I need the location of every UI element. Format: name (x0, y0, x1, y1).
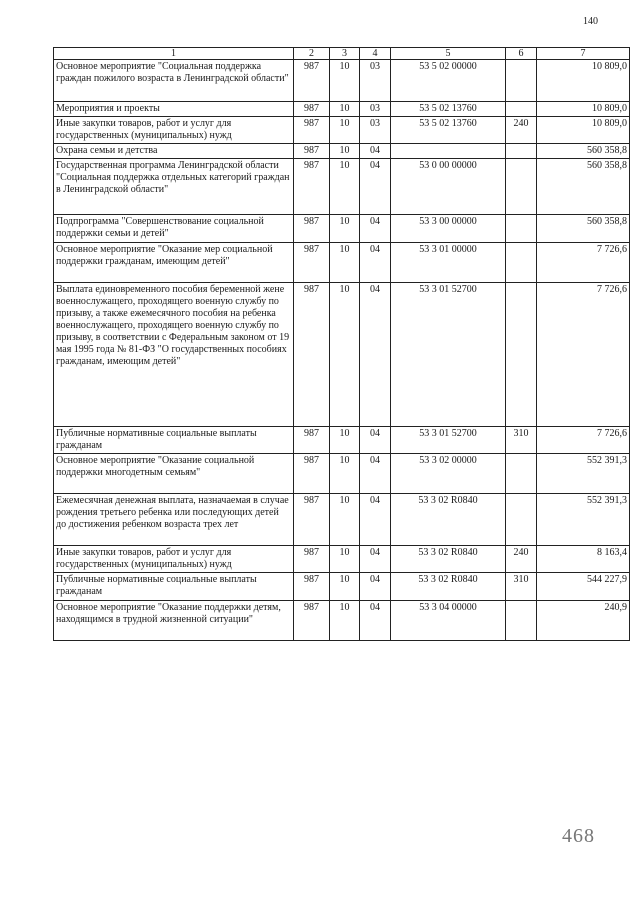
table-row (54, 283, 630, 427)
column-header: 2 (294, 48, 330, 60)
cell-section: 10 (330, 215, 360, 243)
cell-code: 987 (294, 144, 330, 159)
cell-type (506, 102, 537, 117)
cell-amount: 552 391,3 (537, 494, 630, 546)
cell-name: Основное мероприятие "Оказание поддержки детям, находящимся в трудной жизненной ситуации" (54, 601, 294, 641)
table-row (54, 454, 630, 494)
cell-amount: 552 391,3 (537, 454, 630, 494)
cell-section: 10 (330, 117, 360, 144)
table-row (54, 494, 630, 546)
cell-section: 10 (330, 144, 360, 159)
cell-type: 240 (506, 117, 537, 144)
table-row (54, 60, 630, 102)
cell-subsection: 04 (360, 494, 391, 546)
cell-target: 53 3 02 R0840 (391, 546, 506, 573)
cell-subsection: 04 (360, 243, 391, 283)
cell-section: 10 (330, 427, 360, 454)
cell-subsection: 04 (360, 283, 391, 427)
cell-subsection: 04 (360, 215, 391, 243)
table-row (54, 215, 630, 243)
cell-target: 53 3 01 52700 (391, 427, 506, 454)
cell-name: Основное мероприятие "Социальная поддержка граждан пожилого возраста в Ленинградской области" (54, 60, 294, 102)
page-number: 140 (583, 16, 598, 27)
cell-section: 10 (330, 494, 360, 546)
cell-target: 53 3 00 00000 (391, 215, 506, 243)
column-header: 1 (54, 48, 294, 60)
table-row (54, 102, 630, 117)
cell-type (506, 215, 537, 243)
cell-name: Основное мероприятие "Оказание мер социальной поддержки гражданам, имеющим детей" (54, 243, 294, 283)
cell-code: 987 (294, 454, 330, 494)
cell-subsection: 04 (360, 601, 391, 641)
cell-name: Ежемесячная денежная выплата, назначаемая в случае рождения третьего ребенка или последующих детей до достижения ребенком возраста трех лет (54, 494, 294, 546)
cell-name: Иные закупки товаров, работ и услуг для государственных (муниципальных) нужд (54, 117, 294, 144)
cell-target: 53 5 02 13760 (391, 117, 506, 144)
cell-subsection: 04 (360, 454, 391, 494)
cell-subsection: 04 (360, 159, 391, 215)
table-row (54, 144, 630, 159)
cell-type (506, 283, 537, 427)
column-header: 6 (506, 48, 537, 60)
cell-amount: 10 809,0 (537, 60, 630, 102)
cell-code: 987 (294, 494, 330, 546)
cell-amount: 8 163,4 (537, 546, 630, 573)
cell-target: 53 5 02 00000 (391, 60, 506, 102)
cell-section: 10 (330, 283, 360, 427)
cell-name: Публичные нормативные социальные выплаты гражданам (54, 427, 294, 454)
cell-section: 10 (330, 159, 360, 215)
cell-type: 240 (506, 546, 537, 573)
cell-target: 53 3 01 52700 (391, 283, 506, 427)
cell-type (506, 144, 537, 159)
cell-type (506, 159, 537, 215)
cell-subsection: 03 (360, 60, 391, 102)
cell-section: 10 (330, 243, 360, 283)
stamp-number: 468 (562, 825, 595, 847)
cell-type: 310 (506, 573, 537, 601)
table-row (54, 427, 630, 454)
cell-name: Иные закупки товаров, работ и услуг для государственных (муниципальных) нужд (54, 546, 294, 573)
cell-code: 987 (294, 159, 330, 215)
cell-amount: 560 358,8 (537, 159, 630, 215)
table-header-row (54, 48, 630, 60)
cell-amount: 7 726,6 (537, 243, 630, 283)
cell-section: 10 (330, 546, 360, 573)
cell-code: 987 (294, 546, 330, 573)
cell-subsection: 04 (360, 144, 391, 159)
cell-amount: 7 726,6 (537, 283, 630, 427)
cell-name: Публичные нормативные социальные выплаты гражданам (54, 573, 294, 601)
cell-section: 10 (330, 601, 360, 641)
cell-amount: 10 809,0 (537, 102, 630, 117)
cell-section: 10 (330, 573, 360, 601)
cell-type (506, 494, 537, 546)
cell-section: 10 (330, 60, 360, 102)
cell-subsection: 04 (360, 573, 391, 601)
column-header: 7 (537, 48, 630, 60)
cell-amount: 7 726,6 (537, 427, 630, 454)
cell-code: 987 (294, 60, 330, 102)
cell-type (506, 243, 537, 283)
cell-amount: 10 809,0 (537, 117, 630, 144)
cell-code: 987 (294, 283, 330, 427)
cell-target: 53 3 02 R0840 (391, 494, 506, 546)
cell-type (506, 454, 537, 494)
cell-target: 53 3 02 00000 (391, 454, 506, 494)
cell-type (506, 601, 537, 641)
column-header: 5 (391, 48, 506, 60)
cell-target: 53 3 02 R0840 (391, 573, 506, 601)
cell-name: Подпрограмма "Совершенствование социальной поддержки семьи и детей" (54, 215, 294, 243)
cell-code: 987 (294, 102, 330, 117)
column-header: 3 (330, 48, 360, 60)
cell-type: 310 (506, 427, 537, 454)
column-header: 4 (360, 48, 391, 60)
cell-amount: 560 358,8 (537, 215, 630, 243)
budget-table (53, 47, 630, 641)
table-row (54, 601, 630, 641)
cell-name: Мероприятия и проекты (54, 102, 294, 117)
table-row (54, 159, 630, 215)
cell-name: Выплата единовременного пособия беременной жене военнослужащего, проходящего военную службу по призыву, а также ежемесячного пособия на ребенка военнослужащего, проходящего военную службу по призыву, в соответствии с Федеральным законом от 19 мая 1995 года № 81-ФЗ "О государственных пособиях гражданам, имеющим детей" (54, 283, 294, 427)
cell-code: 987 (294, 215, 330, 243)
cell-target: 53 5 02 13760 (391, 102, 506, 117)
cell-target: 53 3 01 00000 (391, 243, 506, 283)
cell-amount: 544 227,9 (537, 573, 630, 601)
cell-amount: 240,9 (537, 601, 630, 641)
cell-subsection: 04 (360, 546, 391, 573)
cell-type (506, 60, 537, 102)
cell-code: 987 (294, 117, 330, 144)
table-row (54, 573, 630, 601)
cell-code: 987 (294, 601, 330, 641)
cell-name: Основное мероприятие "Оказание социальной поддержки многодетным семьям" (54, 454, 294, 494)
cell-amount: 560 358,8 (537, 144, 630, 159)
cell-target: 53 3 04 00000 (391, 601, 506, 641)
cell-subsection: 04 (360, 427, 391, 454)
cell-name: Государственная программа Ленинградской области "Социальная поддержка отдельных категорий граждан в Ленинградской области" (54, 159, 294, 215)
table-row (54, 546, 630, 573)
cell-target: 53 0 00 00000 (391, 159, 506, 215)
cell-name: Охрана семьи и детства (54, 144, 294, 159)
cell-subsection: 03 (360, 117, 391, 144)
cell-code: 987 (294, 573, 330, 601)
cell-subsection: 03 (360, 102, 391, 117)
table-row (54, 117, 630, 144)
table-row (54, 243, 630, 283)
cell-target (391, 144, 506, 159)
cell-section: 10 (330, 454, 360, 494)
cell-section: 10 (330, 102, 360, 117)
cell-code: 987 (294, 243, 330, 283)
cell-code: 987 (294, 427, 330, 454)
